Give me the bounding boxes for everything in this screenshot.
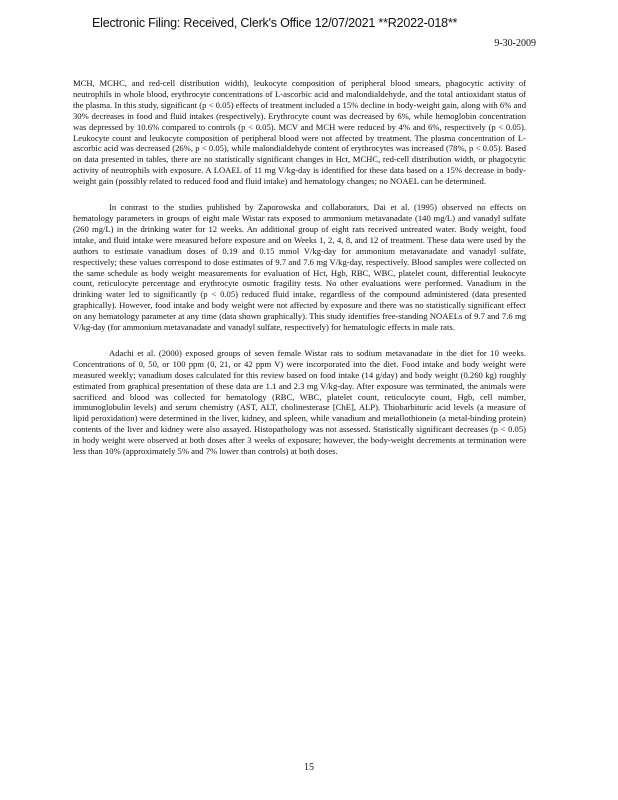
filing-stamp: Electronic Filing: Received, Clerk's Office 12/07/2021 **R2022-018** [92,16,458,30]
page-number: 15 [304,762,314,773]
document-date: 9-30-2009 [494,38,536,49]
paragraph-continued: MCH, MCHC, and red-cell distribution width), leukocyte composition of peripheral blood smears, phagocytic activity of neutrophils in whole blood, erythrocyte concentrations of L-ascorbic acid and malondialdehyde, and the total antioxidant status of the plasma. In this study, significant (p < 0.05) effects of treatment included a 15% decline in body-weight gain, along with 6% and 30% decreases in food and fluid intakes (respectively). Erythrocyte count was decreased by 6%, while hemoglobin concentration was depressed by 10.6% compared to controls (p < 0.05). MCV and MCH were reduced by 4% and 6%, respectively (p < 0.05). Leukocyte count and leukocyte composition of peripheral blood were not affected by treatment. The plasma concentration of L-ascorbic acid was decreased (26%, p < 0.05), while malondialdehyde content of erythrocytes was increased (78%, p < 0.05). Based on data presented in tables, there are no statistically significant changes in Hct, MCHC, red-cell distribution width, or phagocytic activity of neutrophils with exposure. A LOAEL of 11 mg V/kg-day is identified for these data based on a 15% decrease in body-weight gain (possibly related to reduced food and fluid intake) and hematology changes; no NOAEL can be determined. [73,78,526,187]
document-body [73,78,526,472]
paragraph-dai-study: In contrast to the studies published by Zaporowska and collaborators, Dai et al. (1995) observed no effects on hematology parameters in groups of eight male Wistar rats exposed to ammonium metavanadate (140 mg/L) and vanadyl sulfate (260 mg/L) in the drinking water for 12 weeks. An additional group of eight rats received untreated water. Body weight, food intake, and fluid intake were measured before exposure and on Weeks 1, 2, 4, 8, and 12 of treatment. These data were used by the authors to estimate vanadium doses of 0.19 and 0.15 mmol V/kg-day for ammonium metavanadate and vanadyl sulfate, respectively; these values correspond to dose estimates of 9.7 and 7.6 mg V/kg-day, respectively. Blood samples were collected on the same schedule as body weight measurements for evaluation of Hct, Hgb, RBC, WBC, platelet count, differential leukocyte count, reticulocyte percentage and erythrocyte osmotic fragility tests. No other evaluations were performed. Vanadium in the drinking water led to significantly (p < 0.05) reduced fluid intake, regardless of the compound administered (data presented graphically). However, food intake and body weight were not affected by exposure and there was no statistically significant effect on any hematology parameter at any time (data shown graphically). This study identifies free-standing NOAELs of 9.7 and 7.6 mg V/kg-day (for ammonium metavanadate and vanadyl sulfate, respectively) for hematologic effects in male rats. [73,202,526,333]
paragraph-adachi-study: Adachi et al. (2000) exposed groups of seven female Wistar rats to sodium metavanadate in the diet for 10 weeks. Concentrations of 0, 50, or 100 ppm (0, 21, or 42 ppm V) were incorporated into the diet. Food intake and body weight were measured weekly; vanadium doses calculated for this review based on food intake (14 g/day) and body weight (0.260 kg) roughly estimated from graphical presentation of these data are 1.1 and 2.3 mg V/kg-day. After exposure was terminated, the animals were sacrificed and blood was collected for hematology (RBC, WBC, platelet count, reticulocyte count, Hgb, cell number, immunoglobulin levels) and serum chemistry (AST, ALT, cholinesterase [ChE], ALP). Thiobarbituric acid levels (a measure of lipid peroxidation) were determined in the liver, kidney, and spleen, while vanadium and metallothionein (a metal-binding protein) contents of the liver and kidney were also assayed. Histopathology was not assessed. Statistically significant decreases (p < 0.05) in body weight were observed at both doses after 3 weeks of exposure; however, the body-weight decrements at termination were less than 10% (approximately 5% and 7% lower than controls) at both doses. [73,347,526,457]
